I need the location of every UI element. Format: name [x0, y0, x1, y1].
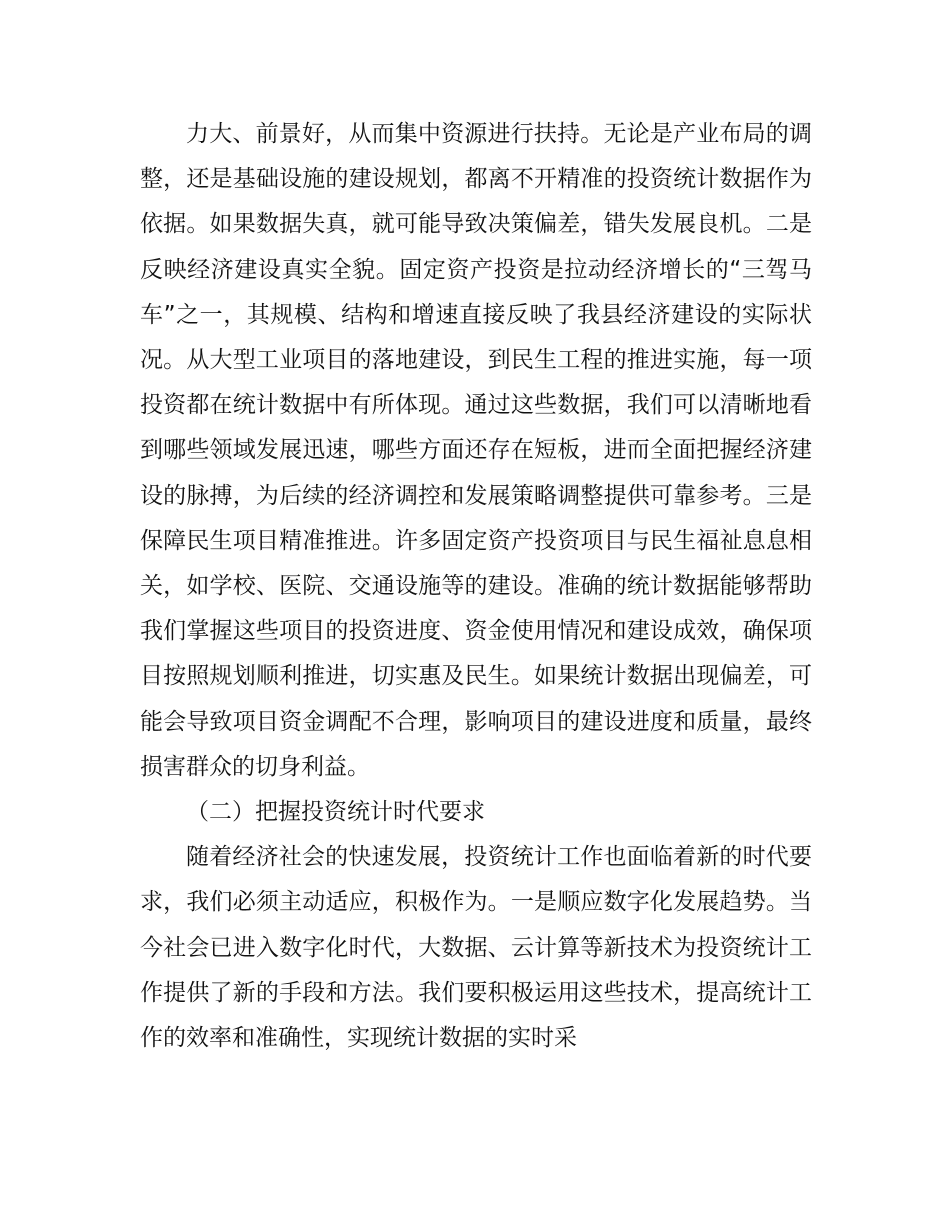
- paragraph-continued: 力大、前景好，从而集中资源进行扶持。无论是产业布局的调整，还是基础设施的建设规划，都离不开精准的投资统计数据作为依据。如果数据失真，就可能导致决策偏差，错失发展良机。二是反映经济建设真实全貌。固定资产投资是拉动经济增长的“三驾马车”之一，其规模、结构和增速直接反映了我县经济建设的实际状况。从大型工业项目的落地建设，到民生工程的推进实施，每一项投资都在统计数据中有所体现。通过这些数据，我们可以清晰地看到哪些领域发展迅速，哪些方面还存在短板，进而全面把握经济建设的脉搏，为后续的经济调控和发展策略调整提供可靠参考。三是保障民生项目精准推进。许多固定资产投资项目与民生福祉息息相关，如学校、医院、交通设施等的建设。准确的统计数据能够帮助我们掌握这些项目的投资进度、资金使用情况和建设成效，确保项目按照规划顺利推进，切实惠及民生。如果统计数据出现偏差，可能会导致项目资金调配不合理，影响项目的建设进度和质量，最终损害群众的切身利益。: [140, 121, 812, 780]
- document-body: [140, 112, 812, 1061]
- section-heading: （二）把握投资统计时代要求: [186, 799, 485, 826]
- paragraph-body: 随着经济社会的快速发展，投资统计工作也面临着新的时代要求，我们必须主动适应，积极作为。一是顺应数字化发展趋势。当今社会已进入数字化时代，大数据、云计算等新技术为投资统计工作提供了新的手段和方法。我们要积极运用这些技术，提高统计工作的效率和准确性，实现统计数据的实时采: [140, 844, 812, 1052]
